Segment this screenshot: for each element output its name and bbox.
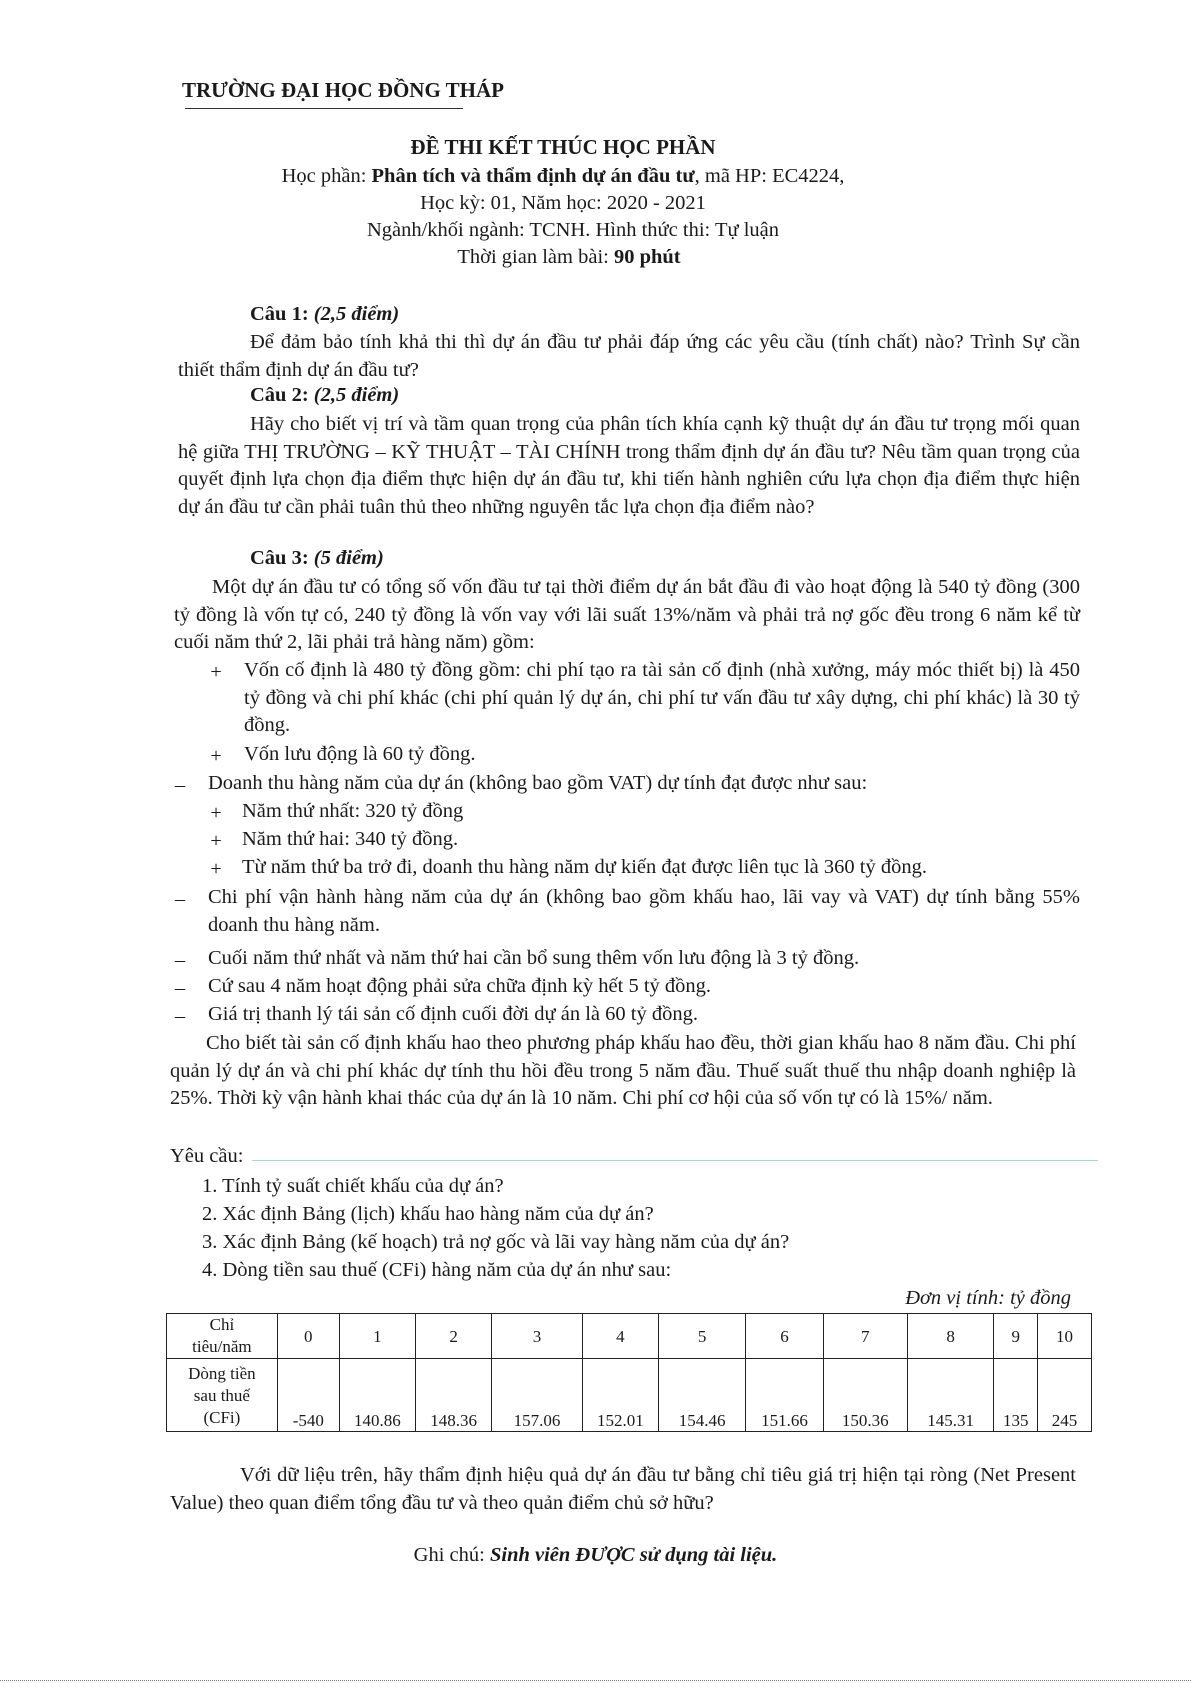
q2-points: (2,5 điểm) [313, 384, 400, 406]
q3-heading [250, 548, 384, 569]
year-cell: 9 [994, 1314, 1038, 1359]
course-code: , mã HP: EC4224, [694, 165, 845, 187]
plus-bullet: + [210, 802, 222, 824]
final-question: Với dữ liệu trên, hãy thẩm định hiệu quả dự án đầu tư bằng chỉ tiêu giá trị hiện tại ròng (Net Present Value) theo quan điểm tổng đầu tư và theo quản điểm chủ sở hữu? [170, 1464, 1076, 1514]
page-bottom-rule [0, 1680, 1191, 1682]
revenue-item-2: Năm thứ hai: 340 tỷ đồng. [242, 828, 459, 850]
revenue-intro: Doanh thu hàng năm của dự án (không bao gồm VAT) dự tính đạt được như sau: [208, 772, 868, 794]
q2-heading [250, 385, 399, 406]
cost-item-1: Chi phí vận hành hàng năm của dự án (không bao gồm khấu hao, lãi vay và VAT) dự tính bằng 55% doanh thu hàng năm. [208, 886, 1080, 936]
plus-bullet: + [210, 745, 222, 767]
cost-item-3: Cứ sau 4 năm hoạt động phải sửa chữa định kỳ hết 5 tỷ đồng. [208, 975, 712, 997]
school-underline [185, 108, 463, 109]
year-cell: 5 [658, 1314, 745, 1359]
value-cell: 150.36 [823, 1359, 907, 1432]
value-cell: 151.66 [746, 1359, 823, 1432]
year-cell: 2 [416, 1314, 492, 1359]
year-cell: 10 [1038, 1314, 1092, 1359]
q3-closing: Cho biết tài sản cố định khấu hao theo phương pháp khấu hao đều, thời gian khấu hao 8 năm đầu. Chi phí quản lý dự án và chi phí khác dự tính thu hồi đều trong 5 năm đầu. Thuế suất thuế thu nhập doanh nghiệp là 25%. Thời kỳ vận hành khai thác của dự án là 10 năm. Chi phí cơ hội của số vốn tự có là 15%/ năm. [170, 1032, 1076, 1110]
course-prefix: Học phần: [281, 165, 372, 187]
cost-item-2: Cuối năm thứ nhất và năm thứ hai cần bổ sung thêm vốn lưu động là 3 tỷ đồng. [208, 947, 860, 969]
capital-item-1: Vốn cố định là 480 tỷ đồng gồm: chi phí tạo ra tài sản cố định (nhà xưởng, máy móc thiết bị) là 450 tỷ đồng và chi phí khác (chi phí quản lý dự án, chi phí tư vấn đầu tư xây dựng, chi phí khác) là 30 tỷ đồng. [244, 659, 1080, 737]
capital-item-2: Vốn lưu động là 60 tỷ đồng. [244, 743, 476, 765]
course-name: Phân tích và thẩm định dự án đầu tư [371, 165, 695, 187]
exam-title: ĐỀ THI KẾT THÚC HỌC PHẦN [410, 135, 716, 159]
plus-bullet: + [210, 858, 222, 880]
requirements-rule [252, 1160, 1098, 1161]
row-label-line-1: Dòng tiền [188, 1364, 256, 1383]
value-cell: 135 [994, 1359, 1038, 1432]
year-cell: 8 [907, 1314, 993, 1359]
value-cell: 152.01 [582, 1359, 658, 1432]
semester-line: Học kỳ: 01, Năm học: 2020 - 2021 [420, 192, 706, 214]
q2-text: Hãy cho biết vị trí và tầm quan trọng của phân tích khía cạnh kỹ thuật dự án đầu tư trọng mối quan hệ giữa THỊ TRƯỜNG – KỸ THUẬT – TÀI CHÍNH trong thẩm định dự án đầu tư? Nêu tầm quan trọng của quyết định lựa chọn địa điểm thực hiện dự án đầu tư, khi tiến hành nghiên cứu lựa chọn địa điểm thực hiện dự án đầu tư cần phải tuân thủ theo những nguyên tắc lựa chọn địa điểm nào? [178, 413, 1080, 518]
q1-label: Câu 1: [250, 303, 314, 325]
dash-bullet: – [174, 977, 186, 999]
q1-heading [250, 304, 399, 325]
requirement-3: 3. Xác định Bảng (kế hoạch) trả nợ gốc và lãi vay hàng năm của dự án? [202, 1231, 790, 1253]
q1-text: Để đảm bảo tính khả thi thì dự án đầu tư phải đáp ứng các yêu cầu (tính chất) nào? Trình Sự cần thiết thẩm định dự án đầu tư? [178, 331, 1080, 381]
revenue-item-3: Từ năm thứ ba trở đi, doanh thu hàng năm dự kiến đạt được liên tục là 360 tỷ đồng. [242, 856, 927, 878]
value-cell: 154.46 [658, 1359, 745, 1432]
table-row [167, 1359, 1092, 1432]
requirement-4: 4. Dòng tiền sau thuế (CFi) hàng năm của dự án như sau: [202, 1259, 672, 1281]
note-prefix: Ghi chú: [413, 1544, 490, 1566]
school-name: TRƯỜNG ĐẠI HỌC ĐỒNG THÁP [182, 78, 505, 102]
value-cell: 140.86 [339, 1359, 415, 1432]
value-cell: 145.31 [907, 1359, 993, 1432]
dash-bullet: – [174, 774, 186, 796]
value-cell: -540 [277, 1359, 339, 1432]
row-label-line-3: (CFi) [203, 1408, 241, 1427]
major-line: Ngành/khối ngành: TCNH. Hình thức thi: Tự luận [366, 219, 780, 241]
q3-label: Câu 3: [250, 547, 314, 569]
q2-label: Câu 2: [250, 384, 314, 406]
header-label-cell [167, 1314, 278, 1359]
year-cell: 7 [823, 1314, 907, 1359]
time-value: 90 phút [613, 246, 681, 268]
year-cell: 6 [746, 1314, 823, 1359]
value-cell: 157.06 [492, 1359, 582, 1432]
q1-points: (2,5 điểm) [313, 303, 400, 325]
cashflow-table [166, 1313, 1092, 1432]
dash-bullet: – [174, 1005, 186, 1027]
year-cell: 1 [339, 1314, 415, 1359]
requirements-label: Yêu cầu: [170, 1145, 244, 1167]
value-cell: 148.36 [416, 1359, 492, 1432]
header-label-line-1: Chỉ [209, 1315, 235, 1334]
footer-note [0, 1545, 1191, 1566]
time-prefix: Thời gian làm bài: [457, 246, 614, 268]
requirement-2: 2. Xác định Bảng (lịch) khấu hao hàng năm của dự án? [202, 1203, 654, 1225]
time-line [6, 247, 1132, 268]
q3-points: (5 điểm) [313, 547, 384, 569]
header-label-line-2: tiêu/năm [192, 1337, 252, 1356]
q3-intro: Một dự án đầu tư có tổng số vốn đầu tư tại thời điểm dự án bắt đầu đi vào hoạt động là 540 tỷ đồng (300 tỷ đồng là vốn tự có, 240 tỷ đồng là vốn vay với lãi suất 13%/năm và phải trả nợ gốc đều trong 6 năm kể từ cuối năm thứ 2, lãi phải trả hàng năm) gồm: [174, 576, 1080, 654]
year-cell: 4 [582, 1314, 658, 1359]
year-cell: 3 [492, 1314, 582, 1359]
cost-item-4: Giá trị thanh lý tái sản cố định cuối đời dự án là 60 tỷ đồng. [208, 1003, 698, 1025]
value-cell: 245 [1038, 1359, 1092, 1432]
note-text: Sinh viên ĐƯỢC sử dụng tài liệu. [489, 1544, 778, 1566]
dash-bullet: – [174, 888, 186, 910]
revenue-item-1: Năm thứ nhất: 320 tỷ đồng [242, 800, 464, 822]
requirement-1: 1. Tính tỷ suất chiết khấu của dự án? [202, 1175, 504, 1197]
dash-bullet: – [174, 949, 186, 971]
year-cell: 0 [277, 1314, 339, 1359]
plus-bullet: + [210, 830, 222, 852]
plus-bullet: + [210, 661, 222, 683]
course-line [0, 166, 1126, 187]
table-header-row [167, 1314, 1092, 1359]
row-label-cell [167, 1359, 278, 1432]
row-label-line-2: sau thuế [193, 1386, 250, 1405]
unit-label: Đơn vị tính: tỷ đồng [905, 1287, 1071, 1309]
